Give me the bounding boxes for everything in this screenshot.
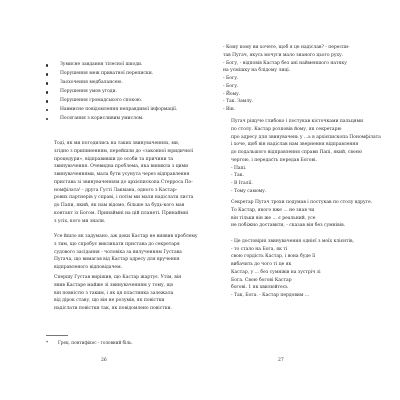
footnote-marker: * bbox=[46, 340, 49, 345]
text-line: надіслати повістки так, як повідомлено повістки. bbox=[54, 306, 172, 311]
text-line: звинуваченнями, мала бути усунута через відправлення bbox=[54, 172, 190, 177]
charges-list bbox=[46, 61, 177, 124]
text-line: Секретар Пугач трохи подумав і постукав по столу вдруге. bbox=[231, 200, 373, 205]
footnote-text: Грец. понтифікос - головний біль. bbox=[58, 340, 133, 345]
text-line: згідно з припиненням, перейшли до «законної юридичної bbox=[54, 148, 194, 154]
text-line: процедури», відправивши до особи та причини та bbox=[54, 156, 174, 162]
text-line: він тільки він же ... є реальний, усе bbox=[231, 215, 316, 221]
text-line: - Йому. bbox=[223, 91, 241, 97]
text-line: відправленого відповідачем. bbox=[54, 265, 123, 270]
page-number-left: 26 bbox=[101, 358, 107, 363]
text-line: до Папи, який, як нам відомо, більше за будь-кого мав bbox=[54, 203, 185, 208]
right-page bbox=[200, 0, 400, 400]
text-line: з тим, що спробує викликати пристава до секретаря bbox=[54, 241, 180, 247]
text-line: звинувачення. Очевидна проблема, яка виникла з цими bbox=[54, 164, 189, 170]
text-line: Пугача, що вимагав від Кастар адресу для вручення bbox=[54, 257, 180, 263]
text-line: вибачить до чого ті це як bbox=[231, 262, 292, 267]
charge-item: Порушення громадського спокою. bbox=[46, 97, 177, 106]
charge-item: Порушення умов угоди. bbox=[46, 88, 177, 97]
text-line: на усмішку на блідому лиці. bbox=[223, 68, 291, 74]
text-line: про адресу для звинувачень у ...ь в архієпископа Пономфілата bbox=[231, 134, 381, 140]
text-line: Усе йшло як задумано, аж доки Кастар не виявив проблему bbox=[54, 234, 198, 239]
page-number-right: 27 bbox=[278, 358, 284, 363]
text-line: богові. 1 як хвилюйтесь bbox=[231, 285, 288, 291]
text-line: Спершу Густав вирішив, що Кастар жартує. Утім, він bbox=[54, 275, 182, 280]
text-line: судового засідання - чоловіка за вилученням Густава bbox=[54, 249, 182, 255]
text-line: Кастар, у ... без сумнівів на зустріч зі bbox=[231, 269, 321, 275]
text-line: пристава зі звинуваченням до архієпископа Стерроса По- bbox=[54, 179, 193, 185]
charge-item: Навмисне повідомлення неправдивої інформації. bbox=[46, 106, 177, 115]
text-line: не побіжно доставити, - сказав він без сумнівів. bbox=[231, 223, 346, 229]
text-line: Тоді, як ми погодились на таких звинуваченнях, ми, bbox=[54, 141, 180, 146]
text-line: - Так, Бога. - Кастар пердовим ... bbox=[231, 293, 310, 298]
paragraph bbox=[46, 140, 198, 272]
text-line: - Він. bbox=[223, 107, 236, 112]
text-line: до подальшого відправлення справи Папі, який, своєю bbox=[231, 150, 363, 155]
text-line: - Це достовірні звинувачення однієї з моїх клієнтів, bbox=[231, 238, 354, 244]
paragraph bbox=[223, 118, 381, 196]
text-line: він повністю з таким, і як ця пластинка залежала bbox=[54, 290, 174, 296]
text-line: - Кому кому ви хочете, щоб я це надіслав? - переспи- bbox=[223, 45, 350, 50]
charge-item: Порушення меж приватної переписки. bbox=[46, 70, 177, 79]
text-line: - Так. bbox=[231, 173, 244, 179]
text-line: Бога. Свою богові Кастар bbox=[231, 277, 292, 283]
text-line: явив Кастаре майже зі звинуваченням у тому, що bbox=[54, 282, 174, 288]
text-line: - Тому самому. bbox=[231, 188, 267, 194]
text-line: - Так. Замлу. bbox=[223, 99, 254, 105]
text-line: - Богу. bbox=[223, 76, 239, 81]
text-line: від дірок ставу, що він не розумів, як повістки bbox=[54, 298, 165, 304]
charge-item: Посягання з корисливим умислом. bbox=[46, 115, 177, 124]
text-line: То Кастар, якого вже ... не знав чи bbox=[231, 207, 315, 213]
text-line: по столу. Кастар розповів йому, як секретарю bbox=[231, 126, 342, 132]
paragraph bbox=[46, 274, 182, 313]
charge-item: Зумисне завдання тілесної шкоди. bbox=[46, 61, 177, 70]
text-line: контакт із Богом. Принаймні на цій планеті. Принаймні bbox=[54, 210, 189, 216]
text-line: - Папі. bbox=[231, 165, 247, 171]
charge-item: Заохочення медбалансею. bbox=[46, 79, 177, 88]
text-line: - то стало на Бога, як ті bbox=[231, 246, 288, 252]
text-line bbox=[46, 225, 164, 233]
text-line: номфілата¹ - друга Густі Лакмана, одного з Кастар- bbox=[54, 187, 178, 193]
text-line: - Богу, - відповів Кастар без ані найменшого натяку bbox=[223, 60, 347, 66]
text-line: і хоче, щоб він надіслав нам звернення відправлення bbox=[231, 142, 359, 148]
text-line: чергою, і передасть передав Богові. bbox=[231, 157, 317, 163]
paragraph bbox=[223, 44, 349, 114]
text-line: рових партнерів у справі, і потім ми мали надіслати листа bbox=[54, 195, 194, 201]
footnote-divider bbox=[46, 335, 68, 336]
text-line: з усіх, кого ми знали. bbox=[54, 218, 106, 224]
text-line: - Богу. bbox=[223, 83, 239, 89]
text-line bbox=[223, 230, 349, 238]
paragraph bbox=[223, 199, 373, 300]
text-line: Пугач рішуче глибоко і постукав кісточками пальцями bbox=[231, 119, 364, 124]
footnote bbox=[46, 340, 133, 346]
text-line: - В Італії. bbox=[231, 181, 253, 186]
text-line: тав Пугач, якусь мочуги мало знаного цього руху. bbox=[223, 52, 344, 58]
text-line: свою гордість Кастар, і вона буде її bbox=[231, 254, 316, 260]
